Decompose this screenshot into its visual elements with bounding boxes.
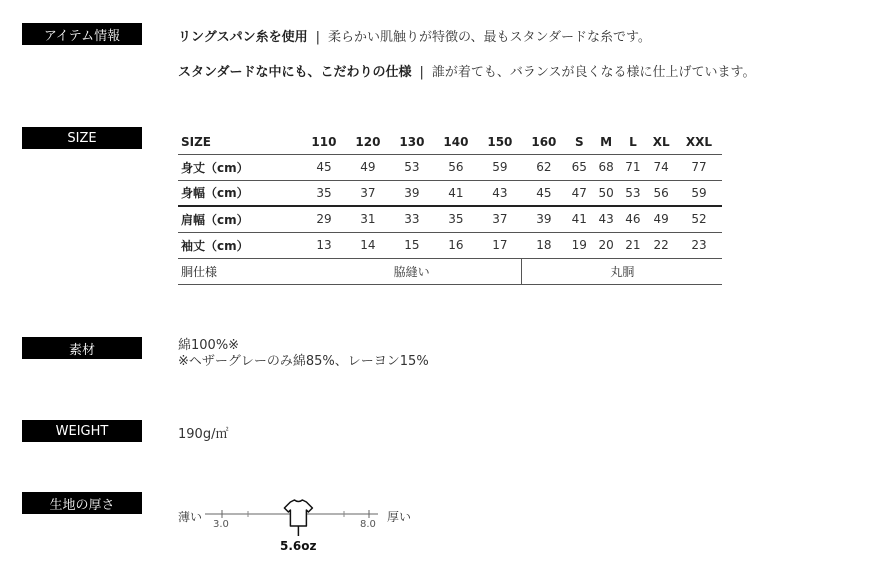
item-info-line-1-title: リングスパン糸を使用: [178, 30, 308, 45]
table-cell: 18: [522, 232, 566, 258]
row-label: 肩幅（cm）: [178, 206, 302, 232]
thickness-scale: [178, 494, 438, 564]
table-cell: 33: [390, 206, 434, 232]
table-cell: 31: [346, 206, 390, 232]
size-header-cell: 110: [311, 134, 337, 149]
table-cell: 17: [478, 232, 522, 258]
table-cell: 13: [302, 232, 346, 258]
thin-label: 薄い: [178, 510, 203, 524]
table-row: [178, 154, 722, 180]
table-cell: 53: [620, 180, 647, 206]
table-cell: 39: [522, 206, 566, 232]
size-header-cell: L: [629, 134, 637, 149]
table-cell: 45: [522, 180, 566, 206]
material-line-2: ※ヘザーグレーのみ綿85%、レーヨン15%: [178, 354, 429, 369]
table-row: [178, 232, 722, 258]
section-label-size: SIZE: [22, 127, 142, 149]
size-header-cell: 140: [443, 134, 469, 149]
table-cell: 49: [346, 154, 390, 180]
item-info-line-1-separator: |: [315, 30, 321, 45]
size-table-corner: SIZE: [181, 134, 212, 149]
table-cell: 47: [566, 180, 593, 206]
section-label-material: 素材: [22, 337, 142, 359]
table-cell: 46: [620, 206, 647, 232]
row-label: 胴仕様: [178, 258, 302, 284]
table-cell: 35: [302, 180, 346, 206]
table-cell: 43: [593, 206, 620, 232]
table-cell: 77: [676, 154, 722, 180]
table-cell: 68: [593, 154, 620, 180]
table-cell: 71: [620, 154, 647, 180]
section-label-weight: WEIGHT: [22, 420, 142, 442]
table-row: [178, 206, 722, 232]
size-table-header-row: [178, 130, 722, 154]
table-cell: 37: [478, 206, 522, 232]
table-cell: 16: [434, 232, 478, 258]
table-cell: 65: [566, 154, 593, 180]
table-cell: 50: [593, 180, 620, 206]
section-label-item-info: アイテム情報: [22, 23, 142, 45]
table-cell: 53: [390, 154, 434, 180]
size-header-cell: XL: [652, 134, 670, 149]
table-cell: 43: [478, 180, 522, 206]
table-cell: 22: [646, 232, 676, 258]
item-info-line-2-separator: |: [419, 65, 424, 80]
table-cell: 49: [646, 206, 676, 232]
material-line-1: 綿100%※: [178, 338, 240, 353]
material-text: [178, 338, 429, 370]
table-cell: 15: [390, 232, 434, 258]
table-cell: 59: [676, 180, 722, 206]
size-header-cell: M: [600, 134, 613, 149]
table-cell: 39: [390, 180, 434, 206]
section-label-thickness: 生地の厚さ: [22, 492, 142, 514]
table-cell: 41: [434, 180, 478, 206]
size-table: [178, 130, 722, 285]
table-cell: 62: [522, 154, 566, 180]
body-spec-tubular: 丸胴: [522, 258, 722, 284]
table-cell: 21: [620, 232, 647, 258]
table-cell: 59: [478, 154, 522, 180]
row-label: 身幅（cm）: [178, 180, 302, 206]
table-cell: 23: [676, 232, 722, 258]
table-row: [178, 180, 722, 206]
size-header-cell: XXL: [685, 134, 713, 149]
table-cell: 37: [346, 180, 390, 206]
table-cell: 41: [566, 206, 593, 232]
size-header-cell: 130: [399, 134, 425, 149]
item-info-line-2-title: スタンダードな中にも、こだわりの仕様: [178, 65, 412, 80]
thickness-min-label: 3.0: [213, 519, 229, 530]
table-cell: 56: [434, 154, 478, 180]
weight-value: 190g/㎡: [178, 427, 229, 442]
size-header-cell: S: [574, 134, 584, 149]
thick-label: 厚い: [387, 510, 412, 524]
row-label: 袖丈（cm）: [178, 232, 302, 258]
table-cell: 29: [302, 206, 346, 232]
item-info-line-2-text: 誰が着ても、バランスが良くなる様に仕上げています。: [431, 65, 756, 80]
thickness-max-label: 8.0: [360, 519, 376, 530]
size-header-cell: 120: [355, 134, 381, 149]
item-info-line-2: [178, 61, 755, 80]
table-cell: 74: [646, 154, 676, 180]
size-header-cell: 150: [487, 134, 513, 149]
item-info-line-1: [178, 26, 651, 45]
thickness-value: 5.6oz: [280, 539, 317, 553]
item-info-line-1-text: 柔らかい肌触りが特徴の、最もスタンダードな糸です。: [328, 30, 651, 45]
body-spec-side-seam: 脇縫い: [302, 258, 522, 284]
table-row-body-spec: [178, 258, 722, 284]
table-cell: 56: [646, 180, 676, 206]
row-label: 身丈（cm）: [178, 154, 302, 180]
table-cell: 45: [302, 154, 346, 180]
table-cell: 20: [593, 232, 620, 258]
tshirt-icon: [284, 500, 312, 536]
table-cell: 14: [346, 232, 390, 258]
table-cell: 35: [434, 206, 478, 232]
size-header-cell: 160: [531, 134, 557, 149]
table-cell: 52: [676, 206, 722, 232]
table-cell: 19: [566, 232, 593, 258]
